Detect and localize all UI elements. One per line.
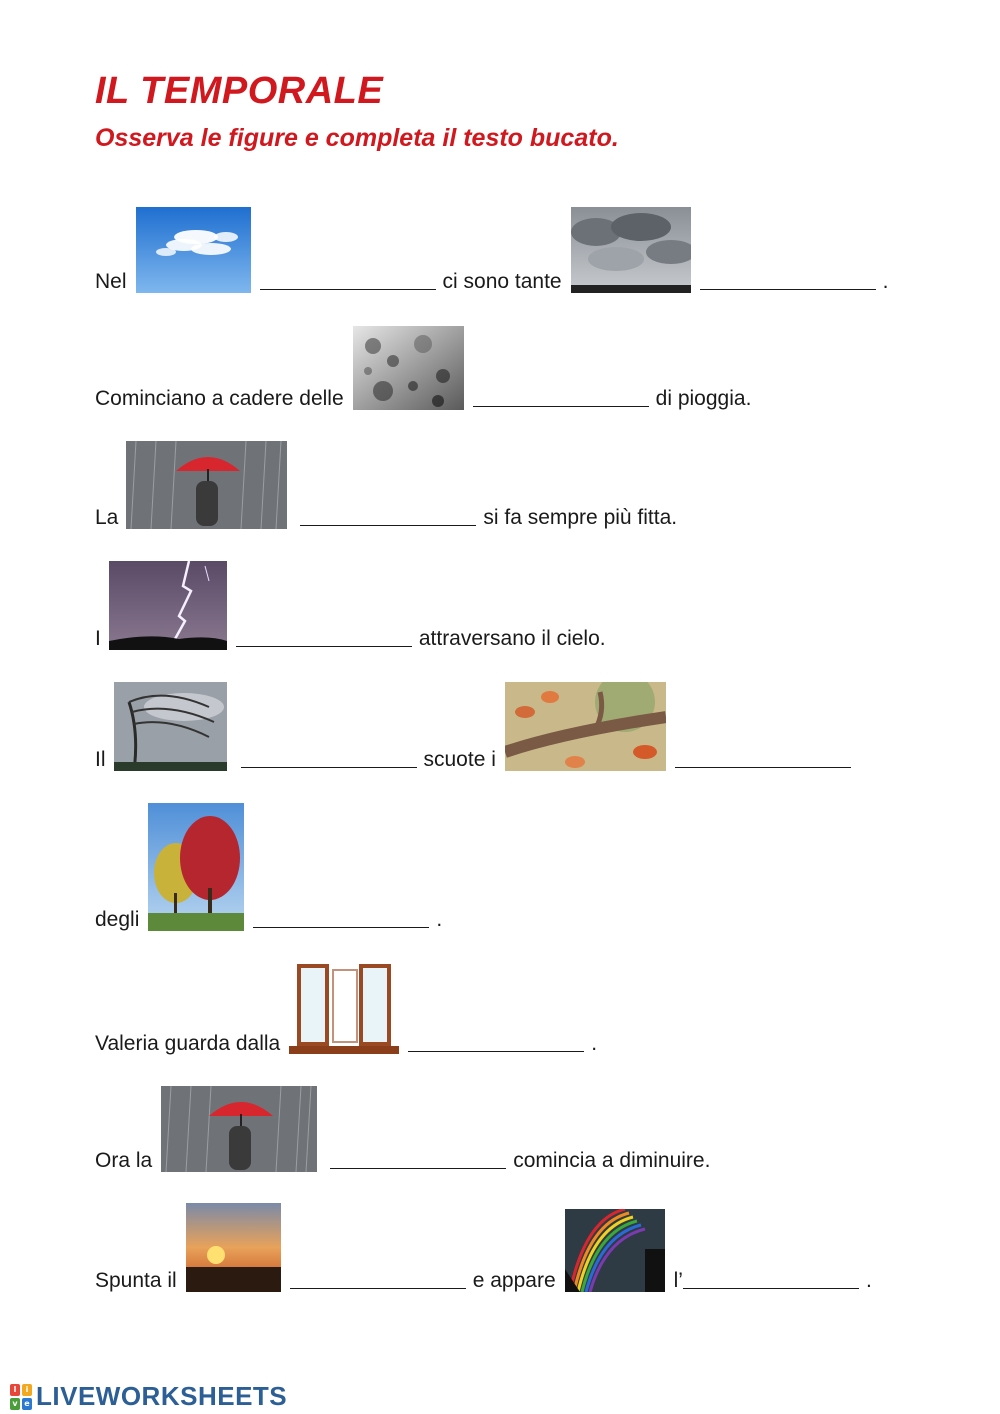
text: . [436, 908, 443, 931]
text: si fa sempre più fitta. [483, 506, 678, 529]
brand-name: LIVEWORKSHEETS [36, 1381, 288, 1411]
text: . [865, 1269, 872, 1292]
sentence-8 [95, 1086, 710, 1172]
logo-letter: i [22, 1384, 32, 1396]
rain-image [161, 1086, 317, 1172]
window-image [289, 962, 399, 1055]
text: scuote i [423, 748, 496, 771]
answer-blank[interactable] [675, 747, 851, 768]
text: attraversano il cielo. [418, 627, 606, 650]
logo-letter: e [22, 1398, 32, 1410]
branch-image [505, 682, 666, 771]
sentence-2 [95, 326, 751, 410]
text: degli [95, 908, 140, 931]
text: I [95, 627, 101, 650]
sentence-3 [95, 441, 677, 529]
liveworksheets-icon [10, 1384, 32, 1410]
rain-image [126, 441, 287, 529]
sentence-7 [95, 962, 597, 1055]
answer-blank[interactable] [253, 907, 429, 928]
text: . [591, 1032, 598, 1055]
text: l’ [673, 1269, 683, 1292]
clouds-image [571, 207, 691, 293]
text: Spunta il [95, 1269, 177, 1292]
rainbow-image [565, 1209, 665, 1292]
footer-logo [10, 1381, 287, 1412]
text: Il [95, 748, 106, 771]
page-subtitle: Osserva le figure e completa il testo bucato. [95, 124, 619, 152]
text: La [95, 506, 119, 529]
page-title: IL TEMPORALE [95, 70, 384, 112]
drops-image [353, 326, 464, 410]
text: Ora la [95, 1149, 153, 1172]
sentence-6 [95, 803, 442, 931]
answer-blank[interactable] [300, 505, 476, 526]
text: comincia a diminuire. [513, 1149, 711, 1172]
trees-image [148, 803, 244, 931]
answer-blank[interactable] [241, 747, 417, 768]
text: e appare [472, 1269, 556, 1292]
lightning-image [109, 561, 227, 650]
wind-image [114, 682, 227, 771]
sun-image [186, 1203, 281, 1292]
sentence-5 [95, 682, 851, 771]
answer-blank[interactable] [236, 626, 412, 647]
text: di pioggia. [655, 387, 752, 410]
answer-blank[interactable] [330, 1148, 506, 1169]
text: ci sono tante [442, 270, 562, 293]
answer-blank[interactable] [473, 386, 649, 407]
sentence-4 [95, 561, 606, 650]
sentence-9 [95, 1203, 872, 1292]
text: Valeria guarda dalla [95, 1032, 281, 1055]
answer-blank[interactable] [290, 1268, 466, 1289]
text: Nel [95, 270, 127, 293]
answer-blank[interactable] [700, 269, 876, 290]
logo-letter: v [10, 1398, 20, 1410]
answer-blank[interactable] [408, 1031, 584, 1052]
answer-blank[interactable] [683, 1268, 859, 1289]
sentence-1 [95, 207, 888, 293]
answer-blank[interactable] [260, 269, 436, 290]
text: Cominciano a cadere delle [95, 387, 344, 410]
logo-letter: l [10, 1384, 20, 1396]
text: . [882, 270, 889, 293]
sky-image [136, 207, 251, 293]
